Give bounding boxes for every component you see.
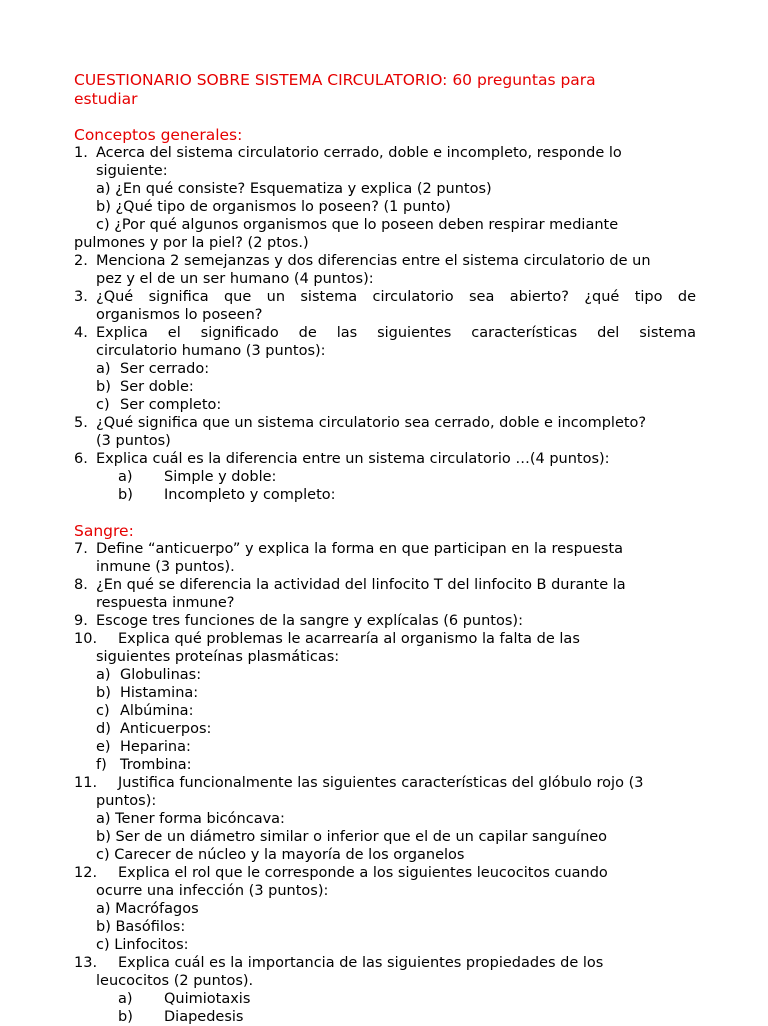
title-line-2: estudiar [74,89,138,108]
sub-item [74,378,696,396]
sub-item [74,486,696,504]
question-8 [74,576,696,612]
question-text-cont: leucocitos (2 puntos). [96,973,254,989]
question-9 [74,612,696,630]
question-text-cont: organismos lo poseen? [96,307,263,323]
sub-item-a: a) Macrófagos [96,901,199,917]
question-text: Justifica funcionalmente las siguientes características del glóbulo rojo (3 [118,775,644,791]
question-text: Explica qué problemas le acarrearía al organismo la falta de las [118,631,580,647]
question-text: Acerca del sistema circulatorio cerrado, doble e incompleto, responde lo [96,145,622,161]
question-text-cont: siguientes proteínas plasmáticas: [96,649,340,665]
question-text: Escoge tres funciones de la sangre y explícalas (6 puntos): [96,613,523,629]
question-number: 13. [74,955,98,971]
question-text: Explica cuál es la diferencia entre un sistema circulatorio …(4 puntos): [96,451,610,467]
sub-item [74,990,696,1008]
sub-item-text: Diapedesis [164,1009,244,1025]
sub-item-label: f) [96,757,107,773]
question-text-cont: inmune (3 puntos). [96,559,235,575]
sub-item [74,756,696,774]
sub-item [74,360,696,378]
question-number: 10. [74,631,98,647]
sub-item-b: b) Basófilos: [96,919,186,935]
section-heading-conceptos: Conceptos generales: [74,126,243,144]
question-13 [74,954,696,1026]
sub-item-text: Quimiotaxis [164,991,251,1007]
question-10 [74,630,696,774]
question-text: Explica el rol que le corresponde a los siguientes leucocitos cuando [118,865,608,881]
question-text-cont: pez y el de un ser humano (4 puntos): [96,271,374,287]
sub-item-text: Ser completo: [120,397,222,413]
sub-item-text: Albúmina: [120,703,194,719]
sub-item [74,738,696,756]
question-number: 2. [74,253,88,269]
sub-item-a: a) ¿En qué consiste? Esquematiza y explica (2 puntos) [96,181,492,197]
sub-item-c: c) Linfocitos: [96,937,189,953]
sub-item-label: c) [96,397,110,413]
question-2 [74,252,696,288]
sub-item-c: c) Carecer de núcleo y la mayoría de los organelos [96,847,465,863]
sub-item [74,720,696,738]
sub-item-b: b) ¿Qué tipo de organismos lo poseen? (1 punto) [96,199,451,215]
question-6 [74,450,696,504]
sub-item [74,1008,696,1026]
section-heading-sangre: Sangre: [74,522,134,540]
question-text-cont: (3 puntos) [96,433,171,449]
question-text: Menciona 2 semejanzas y dos diferencias entre el sistema circulatorio de un [96,253,651,269]
sub-item-label: a) [118,469,133,485]
sub-item-text: Histamina: [120,685,199,701]
question-number: 8. [74,577,88,593]
question-3 [74,288,696,324]
sub-item-label: b) [96,379,111,395]
sub-item-label: a) [96,361,111,377]
sub-item-label: e) [96,739,111,755]
sub-item-text: Anticuerpos: [120,721,212,737]
sub-item-text: Ser cerrado: [120,361,210,377]
question-11 [74,774,696,864]
title-line-1: CUESTIONARIO SOBRE SISTEMA CIRCULATORIO: 60 preguntas para [74,71,596,89]
sub-item-label: b) [96,685,111,701]
question-text-cont: puntos): [96,793,157,809]
sub-item-label: b) [118,1009,133,1025]
question-text: ¿Qué significa que un sistema circulatorio sea cerrado, doble e incompleto? [96,415,647,431]
sub-item-text: Trombina: [120,757,192,773]
spacer [74,504,696,522]
sub-item-label: a) [118,991,133,1007]
question-text: ¿En qué se diferencia la actividad del linfocito T del linfocito B durante la [96,577,626,593]
sub-item-text: Globulinas: [120,667,202,683]
question-text: ¿Qué significa que un sistema circulatorio sea abierto? ¿qué tipo de [96,289,696,305]
sub-item-a: a) Tener forma bicóncava: [96,811,285,827]
question-number: 7. [74,541,88,557]
sub-item [74,666,696,684]
question-text-cont: respuesta inmune? [96,595,235,611]
question-text: Define “anticuerpo” y explica la forma en que participan en la respuesta [96,541,624,557]
sub-item-b: b) Ser de un diámetro similar o inferior que el de un capilar sanguíneo [96,829,608,845]
question-4 [74,324,696,414]
question-text: Explica cuál es la importancia de las siguientes propiedades de los [118,955,604,971]
sub-item-label: d) [96,721,111,737]
sub-item-label: c) [96,703,110,719]
question-12 [74,864,696,954]
sub-item [74,468,696,486]
question-text-cont: siguiente: [96,163,168,179]
question-number: 11. [74,775,98,791]
question-text-cont: ocurre una infección (3 puntos): [96,883,329,899]
sub-item-label: a) [96,667,111,683]
question-text: Explica el significado de las siguientes características del sistema [96,325,696,341]
sub-item [74,396,696,414]
question-number: 3. [74,289,88,305]
question-number: 12. [74,865,98,881]
sub-item-text: Ser doble: [120,379,194,395]
question-number: 5. [74,415,88,431]
question-1 [74,144,696,252]
question-number: 4. [74,325,88,341]
question-number: 1. [74,145,88,161]
sub-item-text: Incompleto y completo: [164,487,336,503]
sub-item [74,702,696,720]
question-5 [74,414,696,450]
sub-item-text: Simple y doble: [164,469,277,485]
sub-item-label: b) [118,487,133,503]
question-7 [74,540,696,576]
sub-item [74,684,696,702]
sub-item-c-cont: pulmones y por la piel? (2 ptos.) [74,235,309,251]
question-text-cont: circulatorio humano (3 puntos): [96,343,326,359]
sub-item-text: Heparina: [120,739,191,755]
sub-item-c: c) ¿Por qué algunos organismos que lo poseen deben respirar mediante [96,217,619,233]
spacer [74,108,696,126]
question-number: 6. [74,451,88,467]
document-page [74,71,696,1026]
question-number: 9. [74,613,88,629]
document-title [74,71,696,108]
